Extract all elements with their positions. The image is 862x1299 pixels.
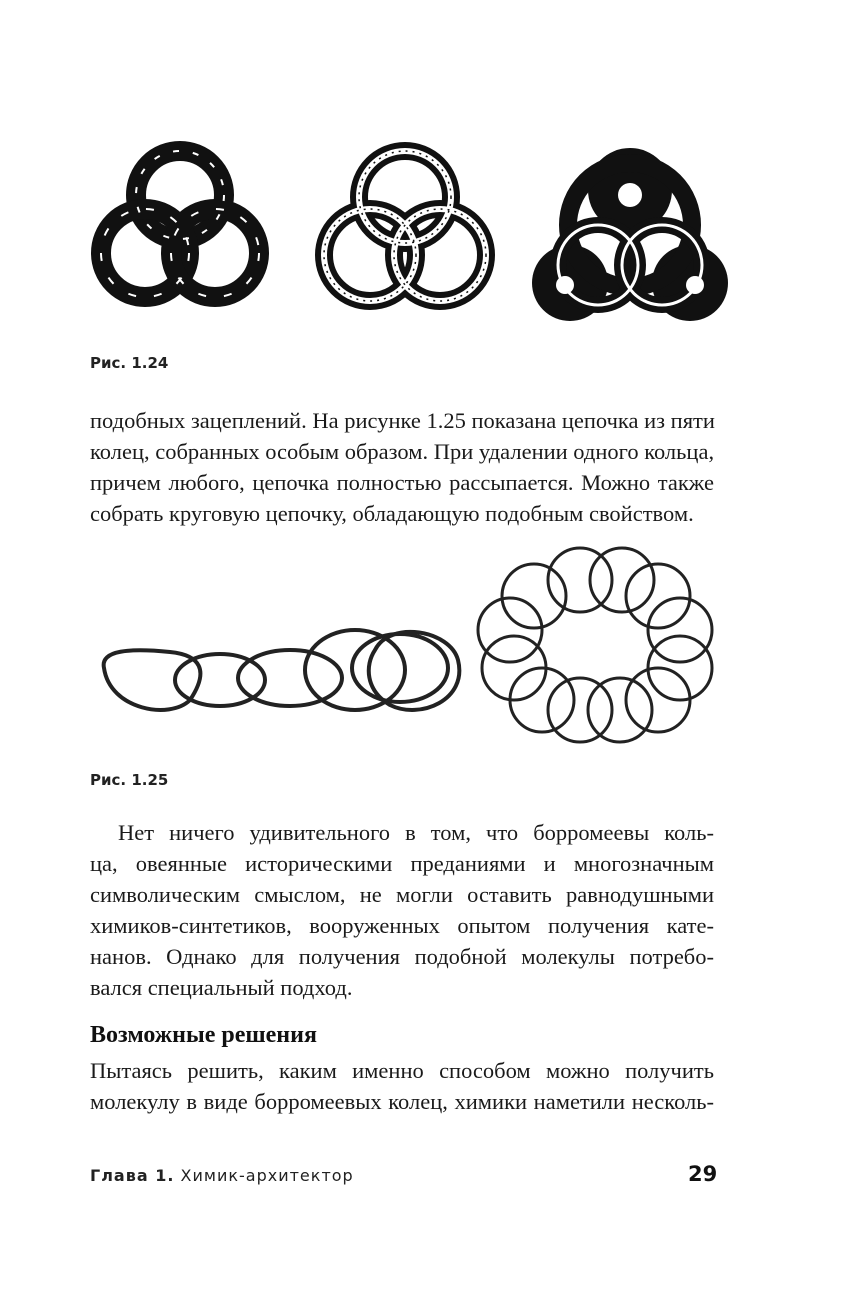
figure-1-25-caption: Рис. 1.25 xyxy=(90,771,169,789)
paragraph-line: ца, овеянные историческими преданиями и многозначным xyxy=(90,851,714,876)
borromean-rings-knotwork-image xyxy=(324,151,486,301)
paragraph-line: Нет ничего удивительного в том, что борромеевы коль- xyxy=(118,820,714,845)
brunnian-chain-five-rings-image xyxy=(104,630,460,710)
figure-1-25 xyxy=(90,540,730,750)
paragraph-line: причем любого, цепочка полностью рассыпается. Можно также xyxy=(90,470,714,495)
figure-1-24-caption: Рис. 1.24 xyxy=(90,354,169,372)
page-number: 29 xyxy=(688,1162,718,1186)
paragraph-line: собрать круговую цепочку, обладающую подобным свойством. xyxy=(90,501,694,526)
brunnian-circular-chain-image xyxy=(478,548,712,742)
paragraph-line: Пытаясь решить, каким именно способом можно получить xyxy=(90,1058,714,1083)
borromean-rings-serpents-image xyxy=(101,151,259,297)
running-footer xyxy=(90,1166,354,1185)
chapter-title: Химик-архитектор xyxy=(180,1166,354,1185)
paragraph-line: вался специальный подход. xyxy=(90,975,353,1000)
paragraph-1 xyxy=(90,405,714,529)
paragraph-line: химиков-синтетиков, вооруженных опытом получения кате- xyxy=(90,913,714,938)
paragraph-line: молекулу в виде борромеевых колец, химики наметили несколь- xyxy=(90,1089,714,1114)
borromean-rings-crest-image xyxy=(532,148,728,321)
paragraph-line: символическим смыслом, не могли оставить равнодушными xyxy=(90,882,714,907)
paragraph-line: колец, собранных особым образом. При удалении одного кольца, xyxy=(90,439,715,464)
section-paragraph xyxy=(90,1055,714,1117)
chapter-label: Глава 1. xyxy=(90,1166,175,1185)
section-heading: Возможные решения xyxy=(90,1022,317,1048)
figure-1-24 xyxy=(90,135,730,335)
paragraph-line: подобных зацеплений. На рисунке 1.25 показана цепочка из пяти xyxy=(90,408,715,433)
paragraph-2 xyxy=(90,817,714,1003)
paragraph-line: нанов. Однако для получения подобной молекулы потребо- xyxy=(90,944,714,969)
